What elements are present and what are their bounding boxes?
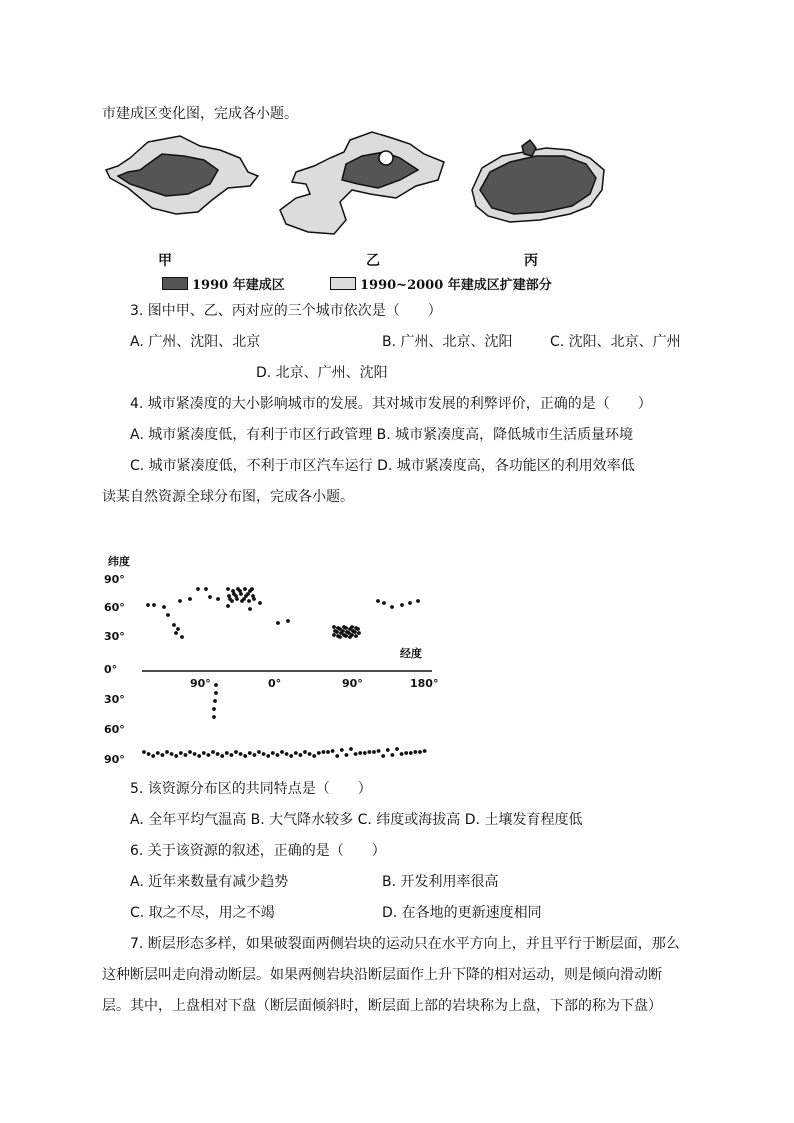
resource-dot: [404, 751, 408, 755]
resource-dot: [193, 752, 197, 756]
resource-dot: [152, 603, 156, 607]
q6-option-b: B. 开发利用率很高: [382, 874, 499, 890]
city-label-jia: 甲: [158, 253, 172, 269]
resource-dot: [174, 754, 178, 758]
resource-dot: [349, 747, 353, 751]
resource-dot: [341, 629, 345, 633]
resource-dot: [230, 753, 234, 757]
resource-dot: [258, 601, 262, 605]
resource-dot: [414, 750, 418, 754]
resource-dot: [350, 633, 354, 637]
city-label-yi: 乙: [366, 253, 380, 269]
resource-dot: [147, 752, 151, 756]
resource-dot: [243, 587, 247, 591]
resource-dot: [335, 630, 339, 634]
chart-xlabel: 经度: [400, 647, 422, 660]
resource-dot: [294, 751, 298, 755]
resource-dot: [400, 752, 404, 756]
city-map-yi: [280, 132, 444, 234]
q3-stem: 3. 图中甲、乙、丙对应的三个城市依次是（ ）: [130, 303, 442, 319]
resource-dot: [381, 754, 385, 758]
resource-dot: [395, 747, 399, 751]
resource-dot: [331, 749, 335, 753]
resource-dot: [188, 597, 192, 601]
resource-dot: [250, 587, 254, 591]
resource-dot: [174, 631, 178, 635]
resource-dot: [332, 625, 336, 629]
resource-dot: [354, 752, 358, 756]
legend-swatch-dark: [162, 277, 188, 290]
resource-dot: [357, 631, 361, 635]
resource-dot: [308, 752, 312, 756]
resource-dot: [340, 748, 344, 752]
resource-dot: [161, 753, 165, 757]
y-tick-label: 30°: [104, 693, 125, 706]
resource-dot: [372, 750, 376, 754]
resource-dot: [246, 592, 250, 596]
resource-dot: [276, 753, 280, 757]
resource-dot: [326, 750, 330, 754]
x-tick-label: 90°: [342, 677, 363, 690]
resource-dot: [180, 635, 184, 639]
resource-dot: [423, 749, 427, 753]
resource-dot: [368, 750, 372, 754]
resource-dot: [335, 754, 339, 758]
q6-option-d: D. 在各地的更新速度相同: [382, 905, 542, 921]
resource-dot: [418, 750, 422, 754]
q7-line-2: 这种断层叫走向滑动断层。如果两侧岩块沿断层面作上升下降的相对运动，则是倾向滑动断: [102, 967, 662, 983]
resource-dot: [178, 599, 182, 603]
resource-dot: [257, 750, 261, 754]
resource-dot: [142, 750, 146, 754]
q3-option-c: C. 沈阳、北京、广州: [550, 334, 681, 350]
resource-dot: [400, 603, 404, 607]
x-tick-label: 180°: [410, 677, 439, 690]
resource-dot: [354, 634, 358, 638]
resource-dot: [202, 751, 206, 755]
resource-dot: [165, 750, 169, 754]
resource-dot: [213, 699, 217, 703]
y-tick-label: 30°: [104, 630, 125, 643]
resource-dot: [276, 621, 280, 625]
resource-dot: [299, 753, 303, 757]
resource-dot: [363, 751, 367, 755]
resource-dot: [285, 752, 289, 756]
resource-dot: [253, 753, 257, 757]
resource-dot: [248, 607, 252, 611]
q4-options-cd: C. 城市紧凑度低，不利于市区汽车运行 D. 城市紧凑度高，各功能区的利用效率低: [130, 458, 635, 474]
q3-option-b: B. 广州、北京、沈阳: [382, 334, 513, 350]
resource-dot: [303, 750, 307, 754]
resource-dot: [162, 605, 166, 609]
resource-dot: [207, 753, 211, 757]
resource-dot: [230, 599, 234, 603]
resource-dot: [252, 597, 256, 601]
resource-dot: [172, 623, 176, 627]
x-tick-label: 90°: [190, 677, 211, 690]
resource-dot: [358, 751, 362, 755]
resource-dot: [266, 754, 270, 758]
legend-label-1990: 1990 年建成区: [192, 278, 285, 293]
resource-dot: [332, 633, 336, 637]
resource-dot: [390, 605, 394, 609]
resource-dot: [338, 635, 342, 639]
y-tick-label: 90°: [104, 573, 125, 586]
resource-dot: [322, 750, 326, 754]
resource-dot: [196, 587, 200, 591]
legend-item-1990: [162, 274, 285, 293]
q5-stem: 5. 该资源分布区的共同特点是（ ）: [130, 781, 372, 797]
city-label-bing: 丙: [524, 253, 538, 269]
resource-dot: [220, 754, 224, 758]
resource-dot: [248, 751, 252, 755]
resource-dot: [386, 748, 390, 752]
q4-stem: 4. 城市紧凑度的大小影响城市的发展。其对城市发展的利弊评价，正确的是（ ）: [130, 396, 652, 412]
q6-stem: 6. 关于该资源的叙述，正确的是（ ）: [130, 843, 386, 859]
y-tick-label: 60°: [104, 601, 125, 614]
resource-dot: [391, 753, 395, 757]
resource-dot: [146, 603, 150, 607]
resource-dot: [409, 751, 413, 755]
resource-dot: [344, 634, 348, 638]
resource-dot: [356, 627, 360, 631]
city-maps-figure: [100, 128, 620, 248]
resource-dot: [235, 597, 239, 601]
y-tick-label: 90°: [104, 753, 125, 766]
x-tick-label: 0°: [268, 677, 282, 690]
legend-item-expansion: [330, 274, 552, 293]
resource-dot: [156, 751, 160, 755]
resource-dot: [234, 750, 238, 754]
q7-line-1: 7. 断层形态多样，如果破裂面两侧岩块的运动只在水平方向上，并且平行于断层面，那么: [130, 936, 680, 952]
resource-dot: [344, 626, 348, 630]
intro-text: 市建成区变化图，完成各小题。: [102, 106, 298, 122]
city-map-jia: [106, 136, 258, 214]
resource-dot: [212, 707, 216, 711]
resource-dot: [211, 750, 215, 754]
resource-dot: [350, 625, 354, 629]
resource-dot: [345, 753, 349, 757]
resource-dot: [151, 754, 155, 758]
resource-distribution-chart: [100, 545, 440, 770]
resource-dot: [280, 750, 284, 754]
q5-options: A. 全年平均气温高 B. 大气降水较多 C. 纬度或海拔高 D. 土壤发育程度低: [130, 812, 583, 828]
resource-dot: [382, 601, 386, 605]
resource-dot: [262, 752, 266, 756]
resource-dot: [247, 599, 251, 603]
resource-dot: [226, 587, 230, 591]
y-tick-label: 0°: [104, 663, 118, 676]
q6-option-c: C. 取之不尽，用之不竭: [130, 905, 275, 921]
legend-label-expansion: 1990~2000 年建成区扩建部分: [360, 278, 552, 293]
resource-dot: [208, 595, 212, 599]
resource-dot: [377, 749, 381, 753]
resource-dot: [179, 751, 183, 755]
resource-dot: [376, 599, 380, 603]
intro2-text: 读某自然资源全球分布图，完成各小题。: [102, 489, 354, 505]
resource-dot: [226, 604, 230, 608]
resource-dot: [214, 683, 218, 687]
resource-dot: [166, 613, 170, 617]
resource-dot: [212, 715, 216, 719]
q3-option-a: A. 广州、沈阳、北京: [130, 334, 261, 350]
q4-options-ab: A. 城市紧凑度低，有利于市区行政管理 B. 城市紧凑度高，降低城市生活质量环境: [130, 427, 634, 443]
resource-dot: [317, 751, 321, 755]
q6-option-a: A. 近年来数量有减少趋势: [130, 874, 289, 890]
resource-dot: [216, 597, 220, 601]
resource-dot: [214, 691, 218, 695]
resource-dot: [416, 599, 420, 603]
resource-dot: [289, 754, 293, 758]
resource-dot: [225, 751, 229, 755]
city-map-bing: [472, 140, 604, 222]
resource-dot: [271, 751, 275, 755]
resource-dot: [312, 754, 316, 758]
resource-dot: [188, 750, 192, 754]
q3-option-d: D. 北京、广州、沈阳: [256, 365, 388, 381]
resource-dot: [242, 597, 246, 601]
resource-dot: [197, 754, 201, 758]
resource-dot: [204, 587, 208, 591]
resource-dot: [286, 619, 290, 623]
resource-dot: [239, 592, 243, 596]
resource-dot: [216, 752, 220, 756]
q7-line-3: 层。其中，上盘相对下盘（断层面倾斜时，断层面上部的岩块称为上盘，下部的称为下盘）: [102, 998, 662, 1014]
resource-dot: [243, 754, 247, 758]
resource-dot: [353, 630, 357, 634]
resource-dot: [184, 753, 188, 757]
legend-swatch-light: [330, 277, 356, 290]
resource-dot: [170, 752, 174, 756]
chart-ylabel: 纬度: [108, 555, 130, 568]
resource-dot: [176, 627, 180, 631]
resource-dot: [239, 752, 243, 756]
y-tick-label: 60°: [104, 723, 125, 736]
resource-dot: [408, 601, 412, 605]
